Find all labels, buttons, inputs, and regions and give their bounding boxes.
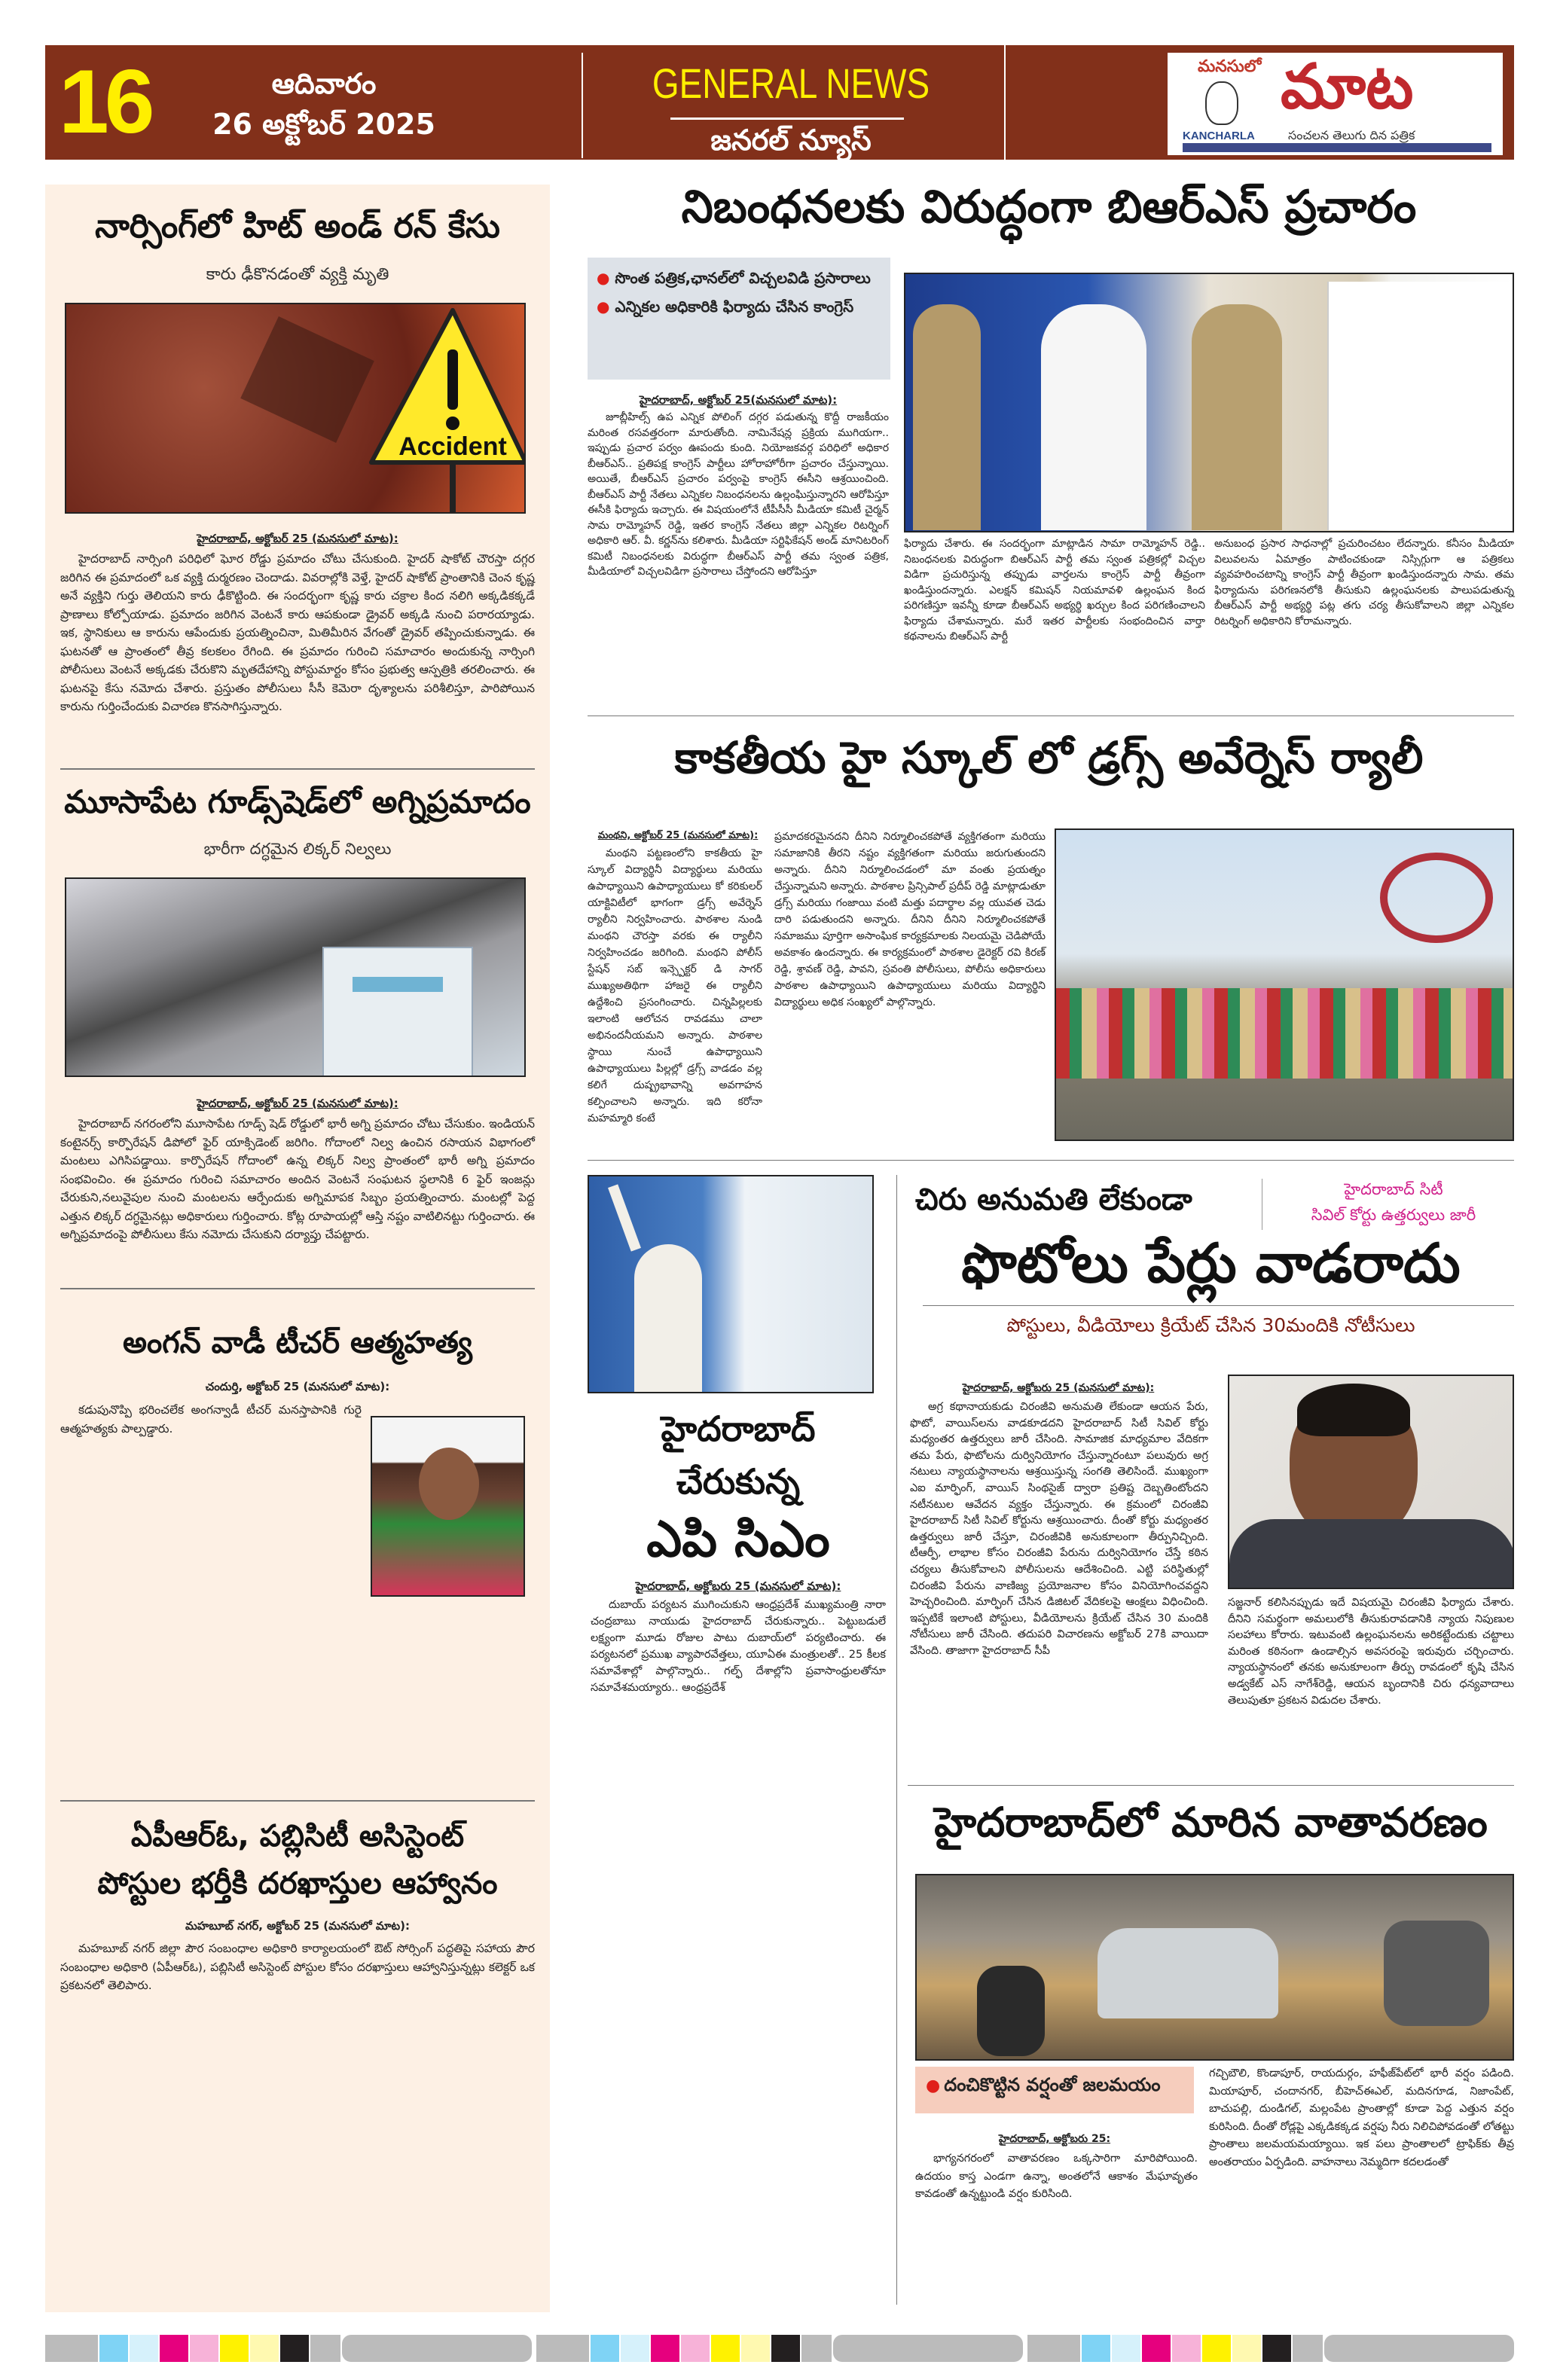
side-note [1273,1176,1514,1228]
divider [588,1160,1514,1161]
dateline: హైదరాబాద్, అక్టోబరు 25: [998,2133,1111,2145]
divider [582,53,583,158]
headline-apro-line2: పోస్టుల భర్తీకి దరఖాస్తుల ఆహ్వానం [97,1866,498,1901]
color-swatch [1262,2335,1291,2362]
color-swatch [621,2335,649,2362]
page-number: 16 [59,51,151,152]
article-body: హైదరాబాద్ నగరంలోని మూసాపేట గూడ్స్ షెడ్ రోడ్డులో భారీ అగ్ని ప్రమాదం చోటు చేసుకుం. ఇండియన్ కంటైనర్స్ కార్పొరేషన్ డిపోలో ఫైర్ యాక్సిడెంట్ జరిగిం. గోదాంలో నిల్వ ఉంచిన రసాయన విభాగంలో మంటలు ఎగిసిపడ్డాయి. కార్పొరేషన్ గోదాంలో ఉన్న లిక్కర్ నిల్వ ప్రాంతంలో భారీ అగ్ని ప్రమాదం సంభవించిం. ఈ ప్రమాదం గురించి సమాచారం అందిన వెంటనే సంఘటన స్థలానికి 6 ఫైర్ ఇంజన్లు చేరుకుని,నలువైపుల నుంచి మంటలను ఆర్పేందుకు అగ్నిమాపక సిబ్బం ప్రయత్నించారు. మంటల్లో పెద్ద ఎత్తున లిక్కర్ దగ్ధమైనట్లు అధికారులు గుర్తించారు. కోట్ల రూపాయల్లో ఆస్తి నష్టం వాటిలినట్టు గుర్తించారు. ఈ అగ్నిప్రమాదంపై పోలీసులు కేసు నమోదు చేసుకుని దర్యాప్తు చేపట్టారు. [60,1117,535,1241]
section-title-telugu: జనరల్ న్యూస్ [710,124,872,157]
headline-apcm-line1: హైదరాబాద్ [661,1408,816,1449]
date-label: 26 అక్టోబర్ 2025 [212,108,435,141]
highlight-item: ● ఎన్నికల అధికారికి ఫిర్యాదు చేసిన కాంగ్రెస్ [597,298,854,316]
headline-anganwadi: అంగన్ వాడీ టీచర్ ఆత్మహత్య [123,1326,472,1360]
kicker-chiru: చిరు అనుమతి లేకుండా [915,1182,1192,1217]
color-bar-group [536,2335,1023,2362]
color-bar-pill [342,2335,532,2362]
rally-photo [1055,828,1514,1141]
logo-brand: KANCHARLA [1183,130,1255,142]
dateline: హైదరాబాద్, అక్టోబర్ 25 (మనసులో మాట): [197,1097,398,1110]
highlight-text: సొంత పత్రిక,ఛానల్‌లో విచ్చలవిడి ప్రసారాలు [615,269,871,287]
color-bar-group [45,2335,532,2362]
warning-sign-icon [66,304,526,514]
color-swatch [711,2335,740,2362]
headline-apcm-line2: చేరుకున్న [676,1461,801,1502]
newspaper-logo [1168,53,1503,155]
color-bar-pill [1324,2335,1514,2362]
divider [1004,45,1006,160]
highlights-box [588,258,890,380]
color-swatch [1172,2335,1201,2362]
color-swatch [801,2335,832,2362]
color-swatch [681,2335,710,2362]
headline-brs: నిబంధనలకు విరుద్ధంగా బిఆర్ఎస్ ప్రచారం [681,181,1417,233]
divider [908,1785,1514,1786]
color-swatch [130,2335,158,2362]
dateline: హైదరాబాద్, అక్టోబరు 25 (మనసులో మాట): [635,1579,841,1593]
highlight-text: దంచికొట్టిన వర్షంతో జలమయం [944,2074,1161,2095]
print-color-bar [45,2335,1514,2362]
section-title-english: GENERAL NEWS [652,60,930,107]
color-swatch [1112,2335,1140,2362]
color-swatch [220,2335,249,2362]
divider [670,117,904,120]
color-swatch [1293,2335,1323,2362]
headline-chiru: ఫొటోలు పేర్లు వాడరాదు [961,1231,1461,1295]
article-body: అగ్ర కథానాయకుడు చిరంజీవి అనుమతి లేకుండా ఆయన పేరు, ఫొటో, వాయిస్‌లను వాడకూడదని హైదరాబాద్ సిటీ సివిల్ కోర్టు మధ్యంతర ఉత్తర్వులు జారీ చేసింది. సామాజిక మాధ్యమాల వేదికగా తమ పేరు, ఫొటోలను దుర్వినియోగం చేస్తున్నారంటూ పలువురు అగ్ర నటులు న్యాయస్థానాలను ఆశ్రయిస్తున్న సంగతి తెలిసిందే. ముఖ్యంగా ఎఐ మార్ఫింగ్, వాయిస్ సింథసైజ్ ద్వారా ప్రతిష్ట దెబ్బతింటోందని నటీనటుల ఆవేదన వ్యక్తం చేస్తున్నారు. ఈ క్రమంలో చిరంజీవి హైదరాబాద్ సిటీ సివిల్ కోర్టును ఆశ్రయించారు. దీంతో కోర్టు మధ్యంతర ఉత్తర్వులు జారీ చేస్తూ, చిరంజీవికి అనుకూలంగా తీర్పునిచ్చింది. టీఆర్పీ, లాభాల కోసం చిరంజీవి పేరును దుర్వినియోగం చేస్తే కఠిన చర్యలు తీసుకోవాలని పోలీసులను ఆదేశించింది. ఎట్టి పరిస్థితుల్లో చిరంజీవి పేరును వాణిజ్య ప్రయోజనాల కోసం వినియోగించవద్దని హెచ్చరించింది. మార్ఫింగ్ చేసిన డిజిటల్ వేదికలపై ఆంక్షలు విధించింది. ఇప్పటికే ఇలాంటి పోస్టులు, వీడియోలను క్రియేట్ చేసిన 30 మందికి నోటీసులు జారీ చేసింది. తదుపరి విచారణను అక్టోబర్ 27కి వాయిదా వేసింది. తాజాగా హైదరాబాద్ సీపీ [910,1401,1208,1657]
divider [60,1800,535,1802]
color-swatch [1027,2335,1080,2362]
color-bar-group [1027,2335,1514,2362]
color-swatch [1142,2335,1171,2362]
subhead-accident: కారు ఢీకొనడంతో వ్యక్తి మృతి [206,265,389,284]
color-swatch [250,2335,279,2362]
article-body: మహబూబ్ నగర్ జిల్లా పౌర సంబంధాల అధికారి కార్యాలయంలో ఔట్ సోర్సింగ్ పద్ధతిపై సహాయ పౌర సంబంధాల అధికారి (ఏపీఆర్ఓ), పబ్లిసిటీ అసిస్టెంట్ పోస్టుల కోసం దరఖాస్తులు ఆహ్వానిస్తున్నట్లు కలెక్టర్ ఒక ప్రకటనలో తెలిపారు. [60,1942,535,1992]
logo-top-text: మనసులో [1198,57,1262,76]
color-swatch [741,2335,770,2362]
headline-weather: హైదరాబాద్‌లో మారిన వాతావరణం [934,1799,1488,1846]
brs-complaint-photo [904,273,1514,532]
highlight-box [915,2067,1194,2113]
color-swatch [1202,2335,1231,2362]
side-note-line: హైదరాబాద్ సిటీ [1344,1180,1443,1198]
color-bar-pill [833,2335,1023,2362]
chiranjeevi-photo [1228,1375,1514,1589]
dateline: మహబూబ్ నగర్, అక్టోబర్ 25 (మనసులో మాట): [185,1919,410,1933]
dateline: హైదరాబాద్, అక్టోబర్ 25 (మనసులో మాట): [197,532,398,545]
fire-photo [65,877,526,1077]
accident-sign-text: Accident [398,432,507,461]
article-body: ప్రమాదకరమైనదని దీనిని నిర్మూలించకపోతే వ్యక్తిగతంగా మరియు సమాజానికి తీరని నష్టం వ్యక్తిగతంగా మరియు జరుగుతుందని అన్నారు. దీనిని నిర్మూలించడంలో మా వంతు ప్రయత్నం చేస్తున్నామని అన్నారు. పాఠశాల ప్రిన్సిపాల్ ప్రదీప్ రెడ్డి మాట్లాడుతూ డ్రగ్స్ మరియు గంజాయి వంటి మత్తు పదార్థాల వల్ల యువత చెడు దారి పడుతుందని అన్నారు. దీనిని దీనిని నిర్మూలించకపోతే సమాజము పూర్తిగా అసాంఘిక కార్యక్రమాలకు నిలయమై చెడిపోయే అవకాశం ఉందన్నారు. ఈ కార్యక్రమంలో పాఠశాల డైరెక్టర్ రవి కిరణ్ రెడ్డి, శ్రావణ్ రెడ్డి, పావని, స్రవంతి పోలీసులు, పోలీసు అధికారులు పాఠశాల ఉపాధ్యాయిని ఉపాధ్యాయులు మరియు విద్యార్థిని విద్యార్థులు అధిక సంఖ్యలో పాల్గొన్నారు. [774,831,1046,1008]
column-divider [896,1175,897,2305]
ap-cm-photo [588,1175,874,1393]
color-swatch [310,2335,340,2362]
article-body: ఫిర్యాదు చేశారు. ఈ సందర్భంగా మాట్లాడిన సామా రామ్మోహన్ రెడ్డి.. నిబంధనలకు విరుద్ధంగా బిఆర్ఎస్ పార్టీ తమ స్వంత పత్రికల్లో విచ్చల విడిగా ప్రచురిస్తున్న తప్పుడు వార్తలను కాంగ్రెస్ పార్టీ తీవ్రంగా ఖండిస్తుందన్నారు. ఎలక్షన్ కమిషన్ నియమావళి ఉల్లంఘన కింద పరిగణిస్తూ ఇవన్నీ కూడా బీఆర్ఎస్ అభ్యర్థి ఖర్చుల కింద పరిగణించాలని ఫిర్యాదు చేశామన్నారు. మరే ఇతర పార్టీలకు సంభందించిన వార్తా కథనాలను బిఆర్ఎస్ పార్టీ [904,538,1205,642]
headline-accident: నార్సింగ్‌లో హిట్ అండ్ రన్ కేసు [95,207,500,246]
headline-apro-line1: ఏపీఆర్ఓ, పబ్లిసిటీ అసిస్టెంట్ [130,1819,465,1854]
bullet-icon: ● [926,2076,941,2095]
article-body: కడుపునొప్పి భరించలేక అంగన్వాడీ టీచర్ మనస్తాపానికి గురై ఆత్మహత్యకు పాల్పడ్డారు. [60,1403,362,1436]
article-body: గచ్చిబౌలి, కొండాపూర్, రాయదుర్గం, హఫీజ్‌పేట్‌లో భారీ వర్షం పడింది. మియాపూర్, చందానగర్, బీహెచ్ఈఎల్, మదినగూడ, నిజాంపేట్, బాచుపల్లి, దుండిగల్, మల్లంపేట ప్రాంతాల్లో కూడా పెద్ద ఎత్తున వర్షం కురిసింది. దీంతో రోడ్లపై ఎక్కడికక్కడ వర్షపు నీరు నిలిచిపోవడంతో లోతట్టు ప్రాంతాలు జలమయమయ్యాయి. ఇక పలు ప్రాంతాలలో ట్రాఫిక్‌కు తీవ్ర అంతరాయం ఏర్పడింది. వాహనాలు నెమ్మదిగా కదలడంతో [1209,2067,1514,2168]
masthead [45,45,1514,160]
headline-rally: కాకతీయ హై స్కూల్ లో డ్రగ్స్ అవేర్నెస్ ర్యాలీ [674,732,1424,783]
color-swatch [99,2335,128,2362]
headline-fire: మూసాపేట గూడ్స్‌షెడ్‌లో అగ్నిప్రమాదం [64,783,531,820]
color-swatch [1232,2335,1261,2362]
dateline: మంథని, అక్టోబర్ 25 (మనసులో మాట): [597,830,759,841]
article-body: దుబాయ్ పర్యటన ముగించుకుని ఆంధ్రప్రదేశ్ ముఖ్యమంత్రి నారా చంద్రబాబు నాయుడు హైదరాబాద్ చేరుకున్నారు.. పెట్టుబడులే లక్ష్యంగా మూడు రోజుల పాటు దుబాయ్‌లో పర్యటించారు. ఈ పర్యటనలో ప్రముఖ వ్యాపారవేత్తలు, యూఏఈ మంత్రులతో.. 25 కీలక సమావేశాల్లో పాల్గొన్నారు.. గల్ఫ్ దేశాల్లోని ప్రవాసాంధ్రులతోనూ సమావేశమయ్యారు.. ఆంధ్రప్రదేశ్ [591,1599,886,1694]
color-swatch [651,2335,679,2362]
divider [60,1288,535,1289]
highlight-item: ● సొంత పత్రిక,ఛానల్‌లో విచ్చలవిడి ప్రసారాలు [597,269,871,287]
color-swatch [280,2335,309,2362]
accident-photo [65,303,526,514]
day-label: ఆదివారం [271,67,377,100]
article-body: హైదరాబాద్ నార్సింగి పరిధిలో ఘోర రోడ్డు ప్రమాదం చోటు చేసుకుంది. హైదర్ షాకోట్ చౌరస్తా దగ్గర జరిగిన ఈ ప్రమాదంలో ఒక వ్యక్తి దుర్మరణం చెందాడు. వివరాల్లోకి వెళ్తే, హైదర్ షాకోట్ ప్రాంతానికి చెంన కృష్ణ అనే వ్యక్తిని గుర్తు తెలియని కారు ఢీకొట్టింది. ఈ సందర్భంగా కృష్ణ కారు చక్రాల కింద నలిగి అక్కడికక్కడే ప్రాణాలు కోల్పోయాడు. ప్రమాదం జరిగిన వెంటనే కారు ఆపకుండా డ్రైవర్ అక్కడి నుంచి పరారయ్యాడు. ఇక, స్థానికులు ఆ కారును ఆపేందుకు ప్రయత్నించినా, మితిమీరిన వేగంతో డ్రైవర్ తప్పించుకున్నాడు. ఈ ఘటనతో ఆ ప్రాంతంలో తీవ్ర కలకలం రేగింది. ఈ ప్రమాదం గురించి సమాచారం అందుకున్న నార్సింగి పోలీసులు వెంటనే అక్కడకు చేరుకొని మృతదేహాన్ని పోస్టుమార్టం కోసం ప్రభుత్వ ఆస్పత్రికి తరలించారు. ఈ ఘటనపై కేసు నమోదు చేశారు. ప్రస్తుతం పోలీసులు సీసీ కెమెరా దృశ్యాలను పరిశీలిస్తూ, పారిపోయిన కారును గుర్తించేందుకు విచారణ కొనసాగిస్తున్నారు. [60,552,535,713]
color-swatch [160,2335,188,2362]
article-body: సజ్జనార్ కలిసినప్పుడు ఇదే విషయమై చిరంజీవి ఫిర్యాదు చేశారు. దీనిని సమర్థంగా అమలులోకి తీసుకురావడానికి న్యాయ నిపుణుల సలహాలు కోరారు. ఇటువంటి ఉల్లంఘనలను అరికట్టేందుకు చట్టాలు మరింత కఠినంగా ఉండాల్సిన అవసరంపై ఇరువురు చర్చించారు. న్యాయస్థానంలో తనకు అనుకూలంగా తీర్పు రావడంలో కృషి చేసిన అడ్వకేట్ ఎస్ నాగేశ్‌రెడ్డి, ఆయన బృందానికి చిరు ధన్యవాదాలు తెలుపుతూ ప్రకటన విడుదల చేశారు. [1228,1597,1514,1707]
subhead-fire: భారీగా దగ్ధమైన లిక్కర్ నిల్వలు [203,840,392,858]
logo-tagline: సంచలన తెలుగు దిన పత్రిక [1288,128,1415,142]
article-body: అనుబంధ ప్రసార సాధనాల్లో ప్రచురించటం లేదన్నారు. కనీసం మీడియా విలువలను ఏమాత్రం పాటించకుండా నిస్సిగ్గుగా ఆ పత్రికలు వ్యవహరించటాన్ని కాంగ్రెస్ పార్టీ తీవ్రంగా ఖండిస్తుందన్నారు సామ. తమ ఫిర్యాదును పరిగణనలోకి తీసుకుని ఉల్లంఘనలకు పాలుపడుతున్న బీఆర్ఎస్ పార్టీ అభ్యర్థి పట్ల తగు చర్య తీసుకోవాలని జిల్లా ఎన్నికల రిటర్నింగ్ అధికారిని కోరామన్నారు. [1214,538,1514,627]
color-swatch [536,2335,589,2362]
dateline: చందుర్తి, అక్టోబర్ 25 (మనసులో మాట): [205,1380,390,1393]
color-swatch [591,2335,619,2362]
highlight-text: ఎన్నికల అధికారికి ఫిర్యాదు చేసిన కాంగ్రెస్ [615,298,854,316]
logo-bar [1183,143,1491,152]
article-body: జూబ్లీహిల్స్ ఉప ఎన్నిక పోలింగ్ దగ్గర పడుతున్న కొద్దీ రాజకీయం మరింత రసవత్తరంగా మారుతోంది. నామినేషన్ల ప్రక్రియ ముగియగా.. ఇప్పుడు ప్రచార పర్వం ఊపందు కుంది. నియోజకవర్గ పరిధిలో అధికార బీఆర్ఎస్.. ప్రతిపక్ష కాంగ్రెస్ పార్టీలు హోరాహోరీగా ప్రచారం చేస్తున్నాయి. అయితే, బీఆర్ఎస్ ప్రచారం పర్వంపై కాంగ్రెస్ ఈసీని ఆశ్రయించింది. బీఆర్ఎస్ పార్టీ నేతలు ఎన్నికల నిబంధనలను ఉల్లంఘిస్తున్నారని ఆరోపిస్తూ ఈసీకి ఫిర్యాదు ఇచ్చారు. ఈ విషయంలోనే టీపీసీసీ మీడియా కమిటీ చైర్మన్ సామ రామ్మోహన్ రెడ్డి, ఇతర కాంగ్రెస్ నేతలు జిల్లా ఎన్నికల రిటర్నింగ్ అధికారి ఆర్. వీ. కర్ణన్‌ను కలిశారు. మీడియా సర్టిఫికేషన్ అండ్ మానిటరింగ్ కమిటీ నిబంధనలకు విరుద్ధగా బీఆర్ఎస్ పార్టీ తమ స్వంత పత్రిక, మీడియాలో విచ్చలవిడిగా ప్రసారాలు చేస్తోందని ఆరోపిస్తూ [588,411,889,578]
color-swatch [1082,2335,1110,2362]
rain-photo [915,1874,1514,2061]
side-note-line: సివిల్ కోర్టు ఉత్తర్వులు జారీ [1311,1206,1476,1224]
teacher-photo [371,1416,525,1597]
color-swatch [45,2335,98,2362]
dateline: హైదరాబాద్, అక్టోబర్ 25(మనసులో మాట): [639,393,838,407]
divider [923,1305,1514,1306]
headline-apcm-line3: ఎపి సిఎం [646,1510,830,1568]
divider [60,768,535,770]
dateline: హైదరాబాద్, అక్టోబరు 25 (మనసులో మాట): [962,1382,1155,1394]
color-swatch [190,2335,218,2362]
article-body: భాగ్యనగరంలో వాతావరణం ఒక్కసారిగా మారిపోయింది. ఉదయం కాస్త ఎండగా ఉన్నా, అంతలోనే ఆకాశం మేఘావృతం కావడంతో ఉన్నట్టుండి వర్షం కురిసింది. [915,2153,1198,2200]
logo-main-text: మాట [1281,51,1414,123]
article-body: మంథని పట్టణంలోని కాకతీయ హై స్కూల్ విద్యార్థినీ విద్యార్థులు మరియు ఉపాధ్యాయిని ఉపాధ్యాయులు కో కరికులర్ యాక్టివిటీలో భాగంగా డ్రగ్స్ అవేర్నెస్ ర్యాలీని నిర్వహించారు. పాఠశాల నుండి మంథని చౌరస్తా వరకు ఈ ర్యాలీని నిర్వహించడం జరిగింది. మంథని పోలీస్ స్టేషన్ సబ్ ఇన్స్పెక్టర్ డి సాగర్ ముఖ్యఅతిథిగా హాజరై ఈ ర్యాలీని ఉద్దేశించి ప్రసంగించారు. చిన్నపిల్లలకు ఇలాంటి ఆలోచన రావడము చాలా అభినందనీయమని అన్నారు. పాఠశాల స్థాయి నుంచే ఉపాధ్యాయిని ఉపాధ్యాయులు పిల్లల్లో డ్రగ్స్ వాడడం వల్ల కలిగే దుష్ప్రభావాన్ని అవగాహన కల్పించాలని అన్నారు. ఇది కరోనా మహమ్మారి కంటే [588,847,762,1124]
portrait-icon [1205,81,1238,125]
color-swatch [771,2335,800,2362]
subhead-chiru: పోస్టులు, వీడియోలు క్రియేట్ చేసిన 30మందికి నోటీసులు [1006,1314,1415,1336]
